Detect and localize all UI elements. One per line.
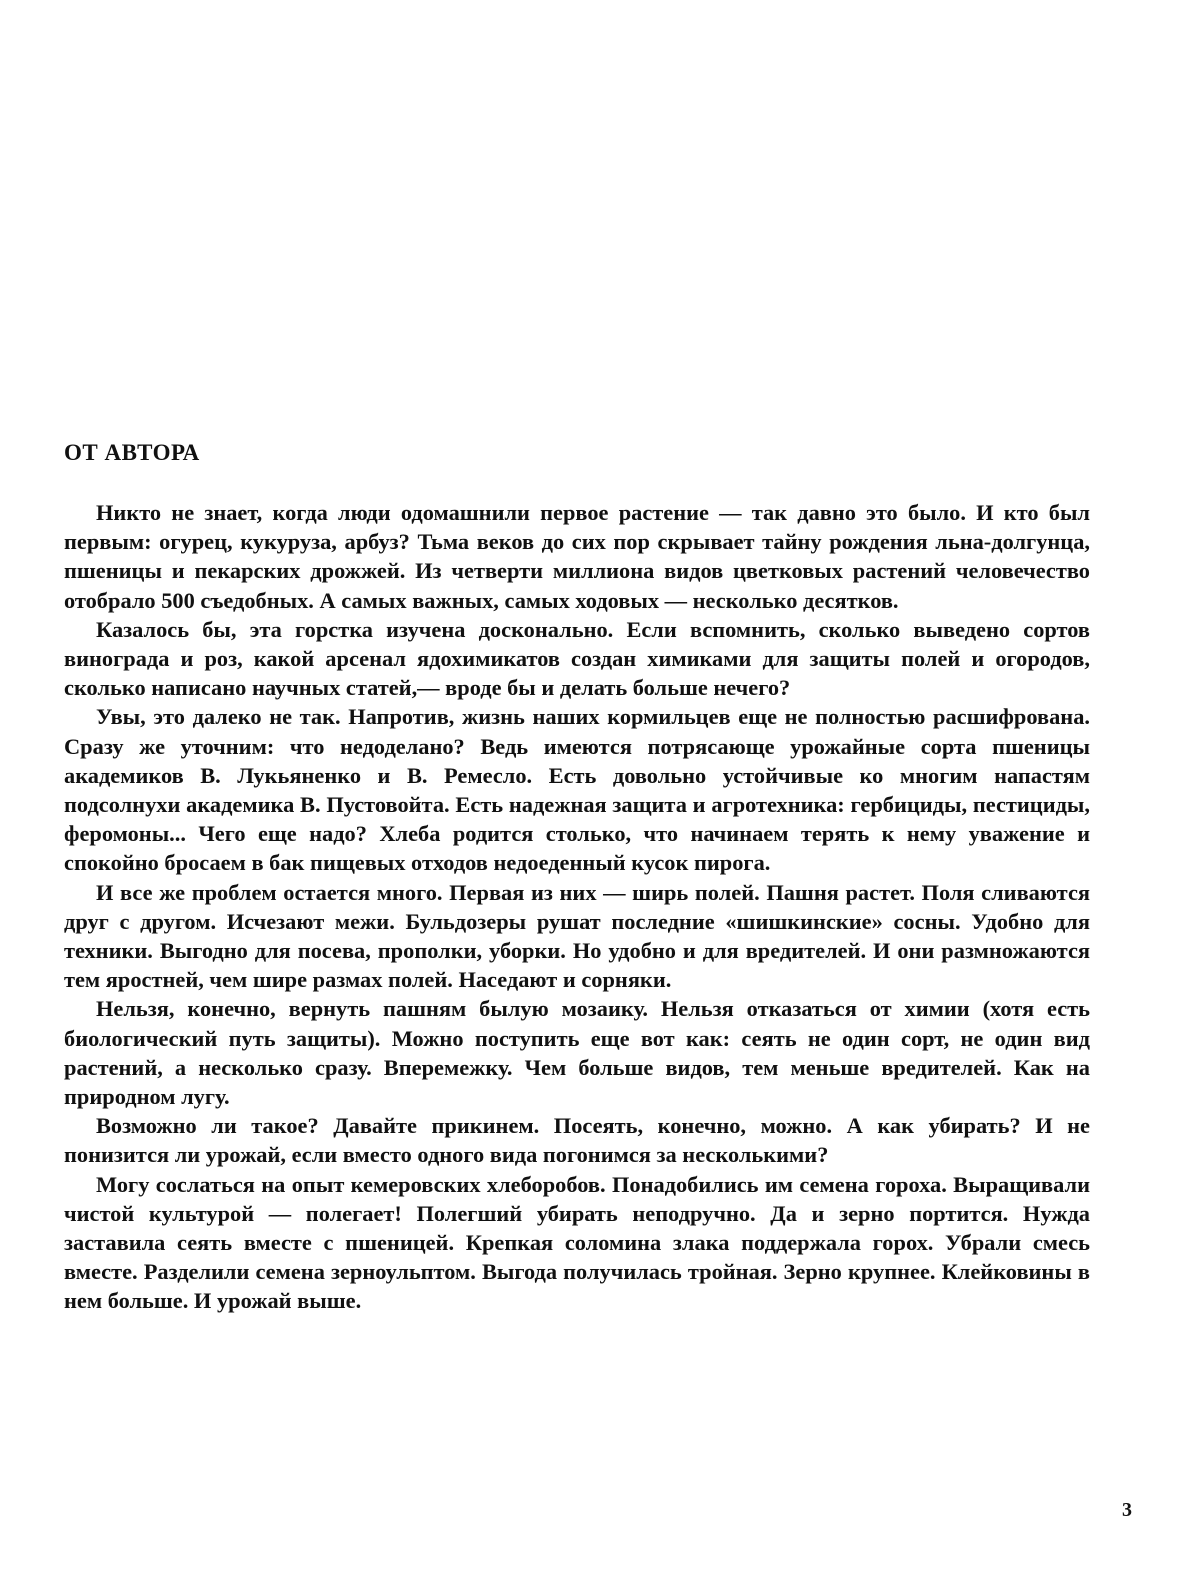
paragraph-6: Возможно ли такое? Давайте прикинем. Посеять, конечно, можно. А как убирать? И не понизится ли урожай, если вместо одного вида погонимся за несколькими? — [64, 1113, 1090, 1168]
paragraph-3: Увы, это далеко не так. Напротив, жизнь наших кормильцев еще не полностью расшифрована. Сразу же уточним: что недоделано? Ведь имеются потрясающе урожайные сорта пшеницы академиков В. Лукьяненко и В. Ремесло. Есть довольно устойчивые ко многим напастям подсолнухи академика В. Пустовойта. Есть надежная защита и агротехника: гербициды, пестициды, феромоны... Чего еще надо? Хлеба родится столько, что начинаем терять к нему уважение и спокойно бросаем в бак пищевых отходов недоеденный кусок пирога. — [64, 704, 1090, 876]
paragraph-2: Казалось бы, эта горстка изучена досконально. Если вспомнить, сколько выведено сортов винограда и роз, какой арсенал ядохимикатов создан химиками для защиты полей и огородов, сколько написано научных статей,— вроде бы и делать больше нечего? — [64, 616, 1090, 701]
paragraph-7: Могу сослаться на опыт кемеровских хлеборобов. Понадобились им семена гороха. Выращивали чистой культурой — полегает! Полегший убирать неподручно. Да и зерно портится. Нужда заставила сеять вместе с пшеницей. Крепкая соломина злака поддержала горох. Убрали смесь вместе. Разделили семена зерноульптом. Выгода получилась тройная. Зерно крупнее. Клейковины в нем больше. И урожай выше. — [64, 1171, 1090, 1314]
paragraph-1: Никто не знает, когда люди одомашнили первое растение — так давно это было. И кто был первым: огурец, кукуруза, арбуз? Тьма веков до сих пор скрывает тайну рождения льна-долгунца, пшеницы и пекарских дрожжей. Из четверти миллиона видов цветковых растений человечество отобрало 500 съедобных. А самых важных, самых ходовых — несколько десятков. — [64, 500, 1090, 613]
chapter-heading: ОТ АВТОРА — [64, 440, 200, 465]
page-number: 3 — [1122, 1499, 1132, 1521]
body-text — [64, 498, 1090, 1316]
paragraph-5: Нельзя, конечно, вернуть пашням былую мозаику. Нельзя отказаться от химии (хотя есть биологический путь защиты). Можно поступить еще вот как: сеять не один сорт, не один вид растений, а несколько сразу. Вперемежку. Чем больше видов, тем меньше вредителей. Как на природном лугу. — [64, 996, 1090, 1110]
paragraph-4: И все же проблем остается много. Первая из них — ширь полей. Пашня растет. Поля сливаются друг с другом. Исчезают межи. Бульдозеры рушат последние «шишкинские» сосны. Удобно для техники. Выгодно для посева, прополки, уборки. Но удобно и для вредителей. И они размножаются тем яростней, чем шире размах полей. Наседают и сорняки. — [64, 879, 1090, 993]
